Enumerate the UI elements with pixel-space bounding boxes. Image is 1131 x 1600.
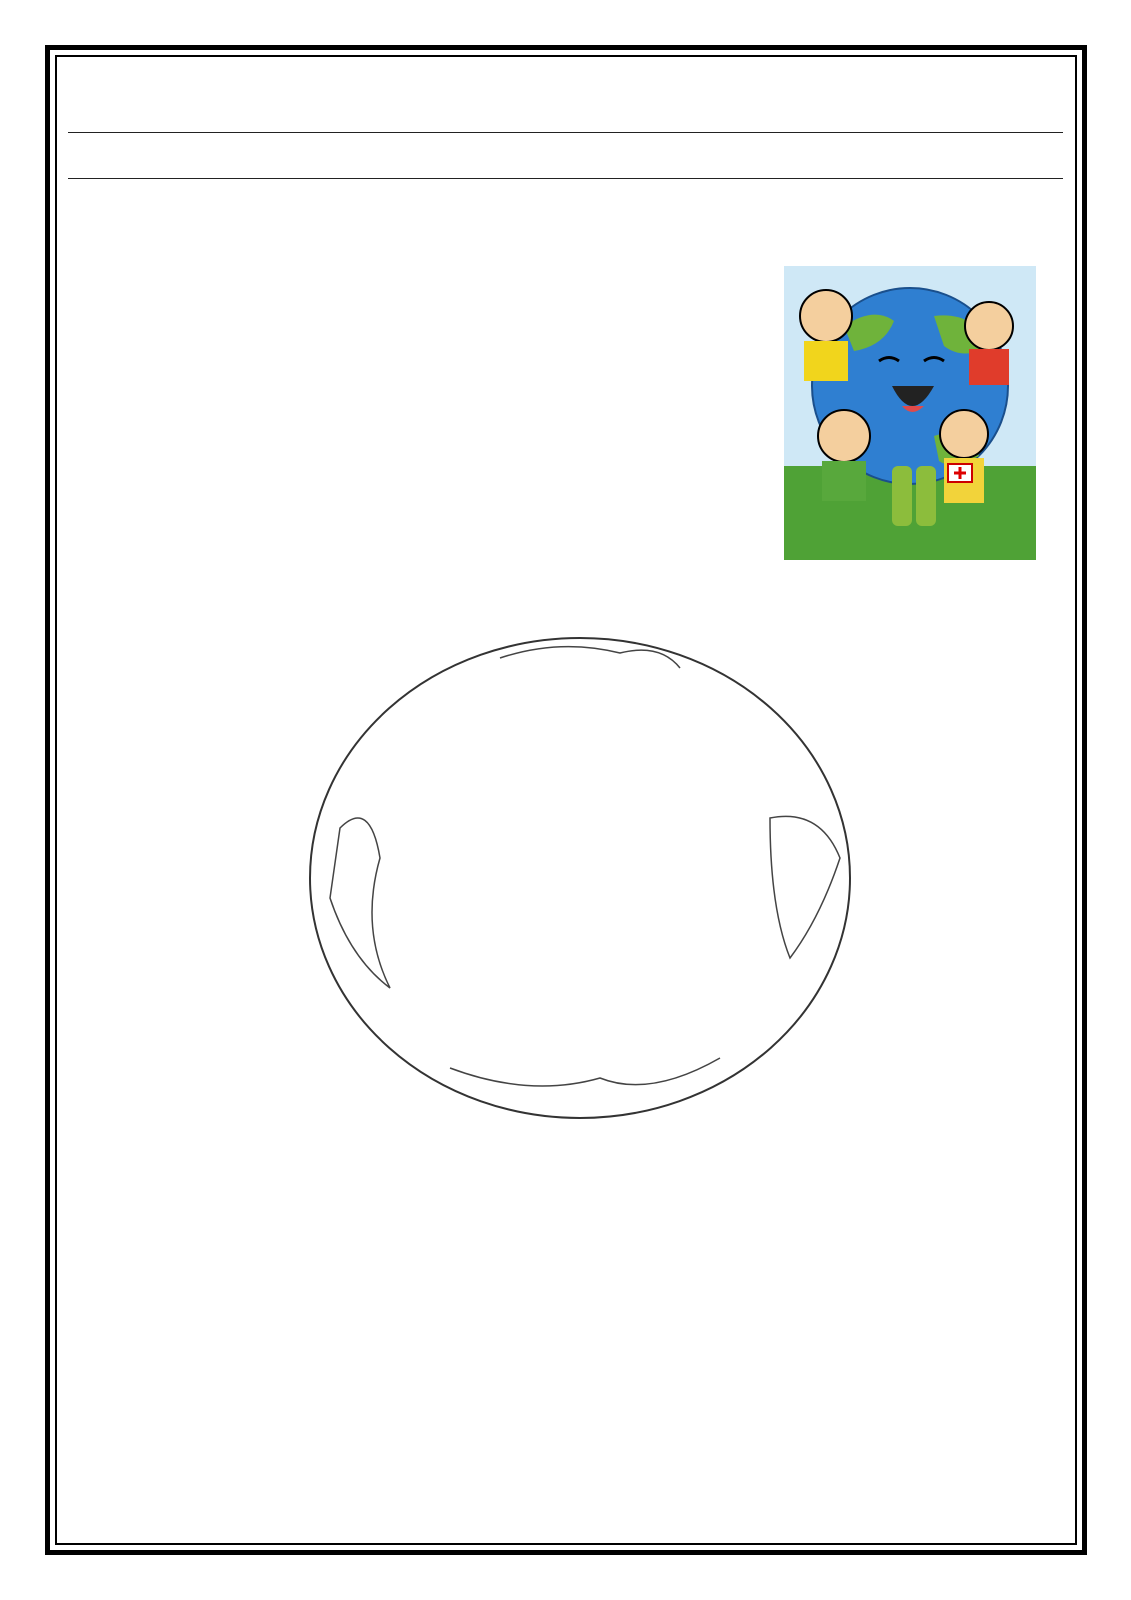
question-5	[68, 582, 74, 612]
earth-leg-icon	[892, 466, 912, 526]
word-search-globe	[300, 628, 860, 1128]
continent-bottom-icon	[450, 1058, 720, 1086]
child-cascao-icon	[818, 410, 870, 462]
children-earth-illustration	[784, 266, 1036, 560]
child-magali-icon	[940, 410, 988, 458]
continent-right-icon	[770, 816, 840, 958]
globe-outline	[310, 638, 850, 1118]
question-6	[68, 1134, 74, 1164]
earth-leg-icon	[916, 466, 936, 526]
child-shirt-icon	[804, 341, 848, 381]
question-3	[68, 70, 74, 100]
continent-left-icon	[330, 818, 390, 988]
question-4	[68, 216, 74, 246]
child-shirt-icon	[822, 461, 866, 501]
child-monica-icon	[800, 290, 852, 342]
continent-top-icon	[500, 647, 680, 668]
answer-line-1[interactable]	[68, 132, 1063, 133]
child-cebolinha-icon	[965, 302, 1013, 350]
answer-line-2[interactable]	[68, 178, 1063, 179]
child-shirt-icon	[969, 349, 1009, 385]
